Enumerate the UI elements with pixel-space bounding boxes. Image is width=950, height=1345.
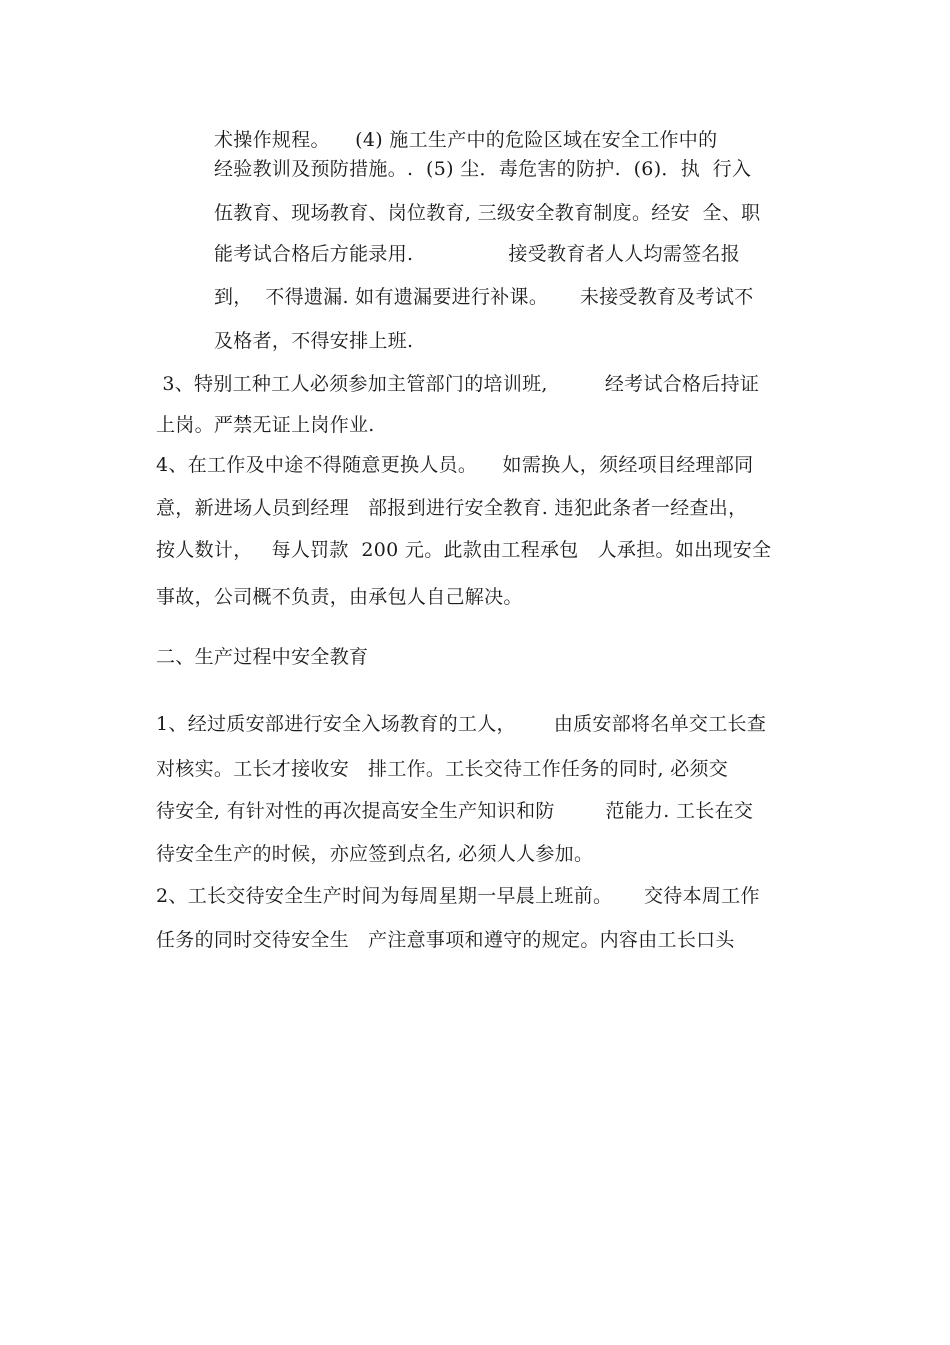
text-line: 3、特别工种工人必须参加主管部门的培训班, 经考试合格后持证 [156,373,760,395]
text-line: 2、工长交待安全生产时间为每周星期一早晨上班前。 交待本周工作 [156,885,760,907]
section-heading: 二、生产过程中安全教育 [156,646,369,668]
text-line: 伍教育、现场教育、岗位教育, 三级安全教育制度。经安 全、职 [214,202,761,224]
text-line: 术操作规程。 (4) 施工生产中的危险区域在安全工作中的 [214,129,718,151]
text-line: 4、在工作及中途不得随意更换人员。 如需换人，须经项目经理部同 [156,454,754,476]
text-line: 任务的同时交待安全生 产注意事项和遵守的规定。内容由工长口头 [156,929,735,951]
text-line: 待安全, 有针对性的再次提高安全生产知识和防 范能力. 工长在交 [156,800,754,822]
text-line: 待安全生产的时候，亦应签到点名, 必须人人参加。 [156,843,594,865]
text-line: 及格者，不得安排上班. [214,330,414,352]
text-line: 意，新进场人员到经理 部报到进行安全教育. 违犯此条者一经查出， [156,497,748,519]
text-line: 对核实。工长才接收安 排工作。工长交待工作任务的同时, 必须交 [156,758,729,780]
text-line: 能考试合格后方能录用. 接受教育者人人均需签名报 [214,243,741,265]
text-line: 1、经过质安部进行安全入场教育的工人， 由质安部将名单交工长查 [156,713,767,735]
text-line: 到， 不得遗漏. 如有遗漏要进行补课。 未接受教育及考试不 [214,286,754,308]
text-line: 按人数计， 每人罚款 200 元。此款由工程承包 人承担。如出现安全 [156,539,772,561]
text-line: 上岗。严禁无证上岗作业. [156,414,375,436]
text-line: 经验教训及预防措施。. (5) 尘．毒危害的防护. (6)．执 行入 [214,158,752,180]
text-line: 事故，公司概不负责，由承包人自己解决。 [156,586,523,608]
